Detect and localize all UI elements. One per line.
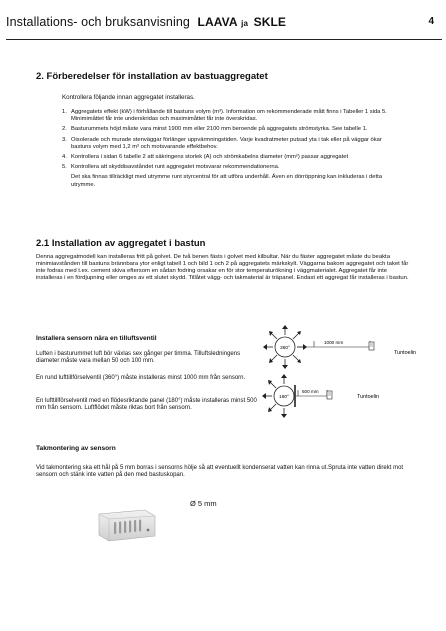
sensor-p1: Luften i basturummet luft bör växlas sex gånger per timma. Tilluftsledningens diameter måste vara mellan 50 och 100 mm. [36,351,241,365]
prep-list [62,109,392,192]
tuntoelin-label-1: Tuntoelin [394,350,416,356]
section-2-intro: Kontrollera följande innan aggregatet installeras. [62,94,195,101]
list-item: 4. Kontrollera i sidan 6 tabelle 2 att säkringens storlek (A) och strömkabelns diameter (mm²) passar aggregatet [62,154,349,161]
header-title-text: Installations- och bruksanvisning [6,15,190,29]
section-2-1-text: Denna aggregatmodell kan installeras fritt på golvet. De två benen fästs i golvet med kilbultar. När du fäster aggregatet måste du beakta minimiavstånden till bastuns brännbara ytor enligt tabell 1 och bild 1 och 2 på aggregatets märkskylt. Väggarna bakom aggregatet och taket får inte fodras med t.ex. cement skiva eftersom en sådan fodring orsakar en för stor temperaturökning i väggmaterialet. Aggregatet får inte installeras i en fördjupning eller omges av ett slutet skydd. Tillåtet vägg- och takmaterial är träpanel. Endast ett aggregat får installeras i bastun. [36,254,409,281]
header-product-2: SKLE [253,15,287,29]
sensor-housing-image [95,508,157,542]
list-item: 5. Kontrollera att skyddisavståndet runt aggregatet motsvarar rekommendationerna. Det ska finnas tillräckligt med utrymme runt styrcentral för att utföra underhåll. Även en dörröppning kan inkluderas i detta utrymme. [62,164,392,189]
section-2-1-heading: 2.1 Installation av aggregatet i bastun [36,238,206,249]
sensor-p3: En lufttillförselventil med en flödesriktande panel (180°) måste installeras minst 500 mm från sensorn. Luftflödet måste riktas bort från sensorn. [36,398,257,412]
page-header [6,12,442,40]
label-360: 360° [280,346,290,351]
tuntoelin-label-2: Tuntoelin [357,394,379,400]
list-item-extra: Det ska finnas tillräckligt med utrymme runt styrcentral för att utföra underhåll. Även en dörröppning kan inkluderas i detta utrymme. [71,174,382,188]
section-2-heading: 2. Förberedelser för installation av bastuaggregatet [36,71,268,82]
diameter-label: Ø 5 mm [190,499,217,508]
header-and: ja [241,19,249,28]
header-product: LAAVA [197,15,238,29]
roof-text: Vid takmontering ska ett hål på 5 mm borras i sensorns hölje så att eventuellt kondenserat vatten kan rinna ut.Spruta inte vatten direkt mot sensorn och stänk inte vatten på den med bastuskopan. [36,465,404,479]
dist-500-label: 500 mm [302,389,319,394]
list-item: 3. Oisolerade och murade stenväggar förlänger uppvärmningstiden. Varje kvadratmeter putsad yta i tak eller på väggar ökar bastuns volym med 1,2 m³ och motsvarande effektbehov. [62,136,382,150]
page-number: 4 [428,16,434,27]
vent-diagram [256,325,446,425]
dist-1000-label: 1000 mm [324,340,344,345]
sensor-heading: Installera sensorn nära en tilluftsventil [36,335,157,342]
roof-heading: Takmontering av sensorn [36,445,116,452]
sensor-p2: En rund lufttillförselventil (360°) måste installeras minst 1000 mm från sensorn. [36,375,246,381]
list-item: 2. Basturummets höjd måste vara minst 1900 mm eller 2100 mm beroende på aggregatets strömstyrka. See tabelle 1. [62,126,368,133]
label-180: 180° [279,395,289,400]
header-title [6,15,286,29]
list-item: 1. Aggregatets effekt (kW) i förhållande till bastuns volym (m³). Information om rekommenderade mått finns i Tabeller 1 sida 5. Minimimåttet får inte underskridas och maximimåttet får inte överskridas. [62,109,387,123]
